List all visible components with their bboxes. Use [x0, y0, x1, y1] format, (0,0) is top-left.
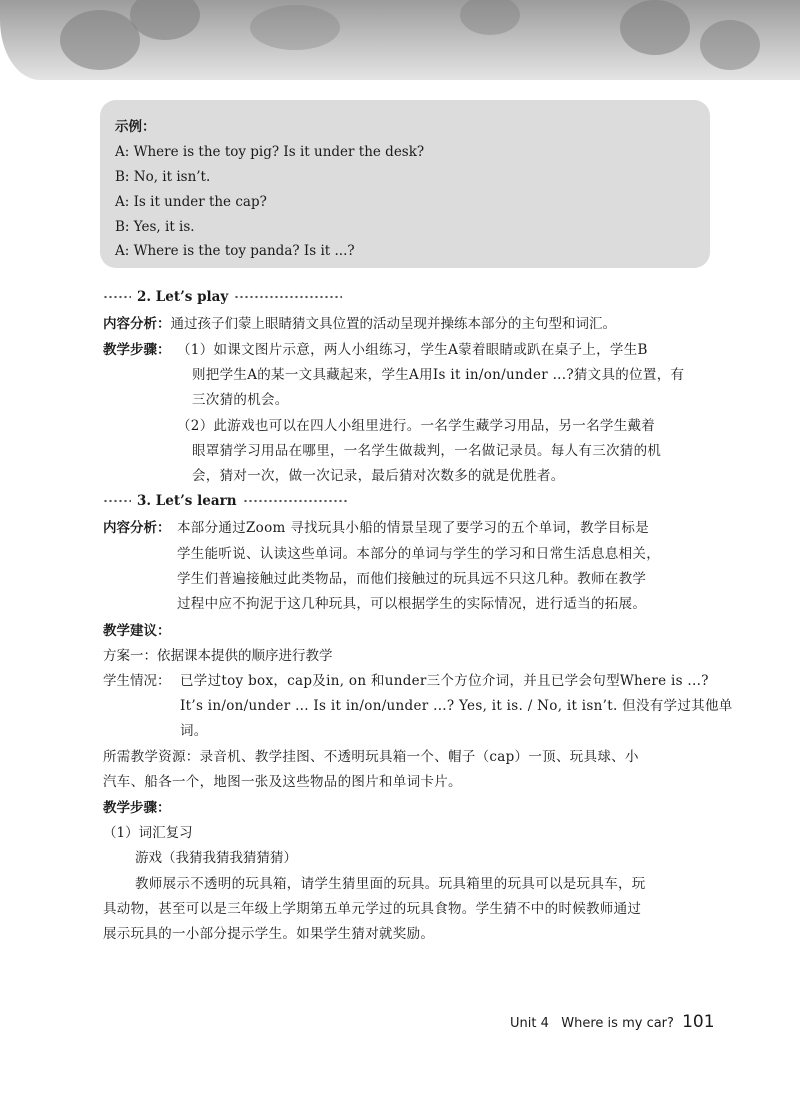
section-title: 3. Let’s learn	[137, 493, 237, 509]
resources-line-2: 汽车、船各一个，地图一张及这些物品的图片和单词卡片。	[103, 774, 462, 790]
steps-label: 教学步骤：	[103, 342, 171, 358]
analysis-line-1: 本部分通过Zoom 寻找玩具小船的情景呈现了要学习的五个单词，教学目标是	[177, 520, 650, 536]
step2-line-3: 会，猜对一次，做一次记录，最后猜对次数多的就是优胜者。	[192, 468, 565, 484]
dotted-divider-right	[243, 498, 348, 504]
analysis-line-2: 学生能听说、认读这些单词。本部分的单词与学生的学习和日常生活息息相关，	[177, 546, 660, 562]
steps-label: 教学步骤：	[103, 800, 171, 816]
example-line-5: A: Where is the toy panda? Is it ...?	[115, 243, 355, 259]
analysis-line-4: 过程中应不拘泥于这几种玩具，可以根据学生的实际情况，进行适当的拓展。	[177, 596, 647, 612]
student-line-3: 词。	[180, 723, 208, 739]
plan-line: 方案一：依据课本提供的顺序进行教学	[103, 648, 333, 664]
footer-title: Where is my car?	[561, 1016, 674, 1031]
step1-line-2: 则把学生A的某一文具藏起来，学生A用Is it in/on/under ...?猜文具的位置，有	[192, 367, 685, 383]
student-line-1: 已学过toy box，cap及in, on 和under三个方位介词，并且已学会句型Where is ...?	[180, 673, 709, 689]
game-line-2: 具动物，甚至可以是三年级上学期第五单元学过的玩具食物。学生猜不中的时候教师通过	[103, 901, 642, 917]
example-line-3: A: Is it under the cap?	[115, 194, 267, 210]
dotted-divider-left	[103, 498, 131, 504]
header-banner-illustration	[0, 0, 800, 80]
analysis-row	[103, 314, 616, 334]
section-heading-lets-play	[103, 289, 342, 305]
dotted-divider-right	[234, 294, 342, 300]
example-label: 示例：	[115, 119, 156, 135]
resources-line-1: 所需教学资源：录音机、教学挂图、不透明玩具箱一个、帽子（cap）一顶、玩具球、小	[103, 749, 639, 765]
game-title: 游戏（我猜我猜我猜猜猜）	[135, 850, 297, 866]
suggestion-label: 教学建议：	[103, 623, 171, 639]
student-line-2: It’s in/on/under ... Is it in/on/under ...? Yes, it is. / No, it isn’t. 但没有学过其他单	[180, 698, 733, 714]
example-line-1: A: Where is the toy pig? Is it under the desk?	[115, 144, 425, 160]
section-title: 2. Let’s play	[137, 289, 229, 305]
game-line-1: 教师展示不透明的玩具箱，请学生猜里面的玩具。玩具箱里的玩具可以是玩具车，玩	[135, 876, 646, 892]
analysis-line-3: 学生们普遍接触过此类物品，而他们接触过的玩具远不只这几种。教师在教学	[177, 571, 647, 587]
section-heading-lets-learn	[103, 493, 348, 509]
footer-unit: Unit 4	[510, 1016, 549, 1031]
step1-line-1: （1）如课文图片示意，两人小组练习，学生A蒙着眼睛或趴在桌子上，学生B	[177, 342, 648, 358]
step1-line-3: 三次猜的机会。	[192, 392, 289, 408]
page-number: 101	[682, 1012, 715, 1032]
example-line-2: B: No, it isn’t.	[115, 169, 211, 185]
analysis-label: 内容分析：	[103, 316, 171, 332]
step2-line-2: 眼罩猜学习用品在哪里，一名学生做裁判，一名做记录员。每人有三次猜的机	[192, 443, 662, 459]
step2-line-1: （2）此游戏也可以在四人小组里进行。一名学生藏学习用品，另一名学生戴着	[177, 418, 656, 434]
analysis-text: 通过孩子们蒙上眼睛猜文具位置的活动呈现并操练本部分的主句型和词汇。	[170, 316, 616, 332]
game-line-3: 展示玩具的一小部分提示学生。如果学生猜对就奖励。	[103, 926, 435, 942]
dotted-divider-left	[103, 294, 131, 300]
step1-title: （1）词汇复习	[103, 825, 193, 841]
page-footer	[510, 1012, 715, 1032]
student-label: 学生情况：	[103, 673, 171, 689]
example-line-4: B: Yes, it is.	[115, 219, 195, 235]
analysis-label: 内容分析：	[103, 520, 171, 536]
